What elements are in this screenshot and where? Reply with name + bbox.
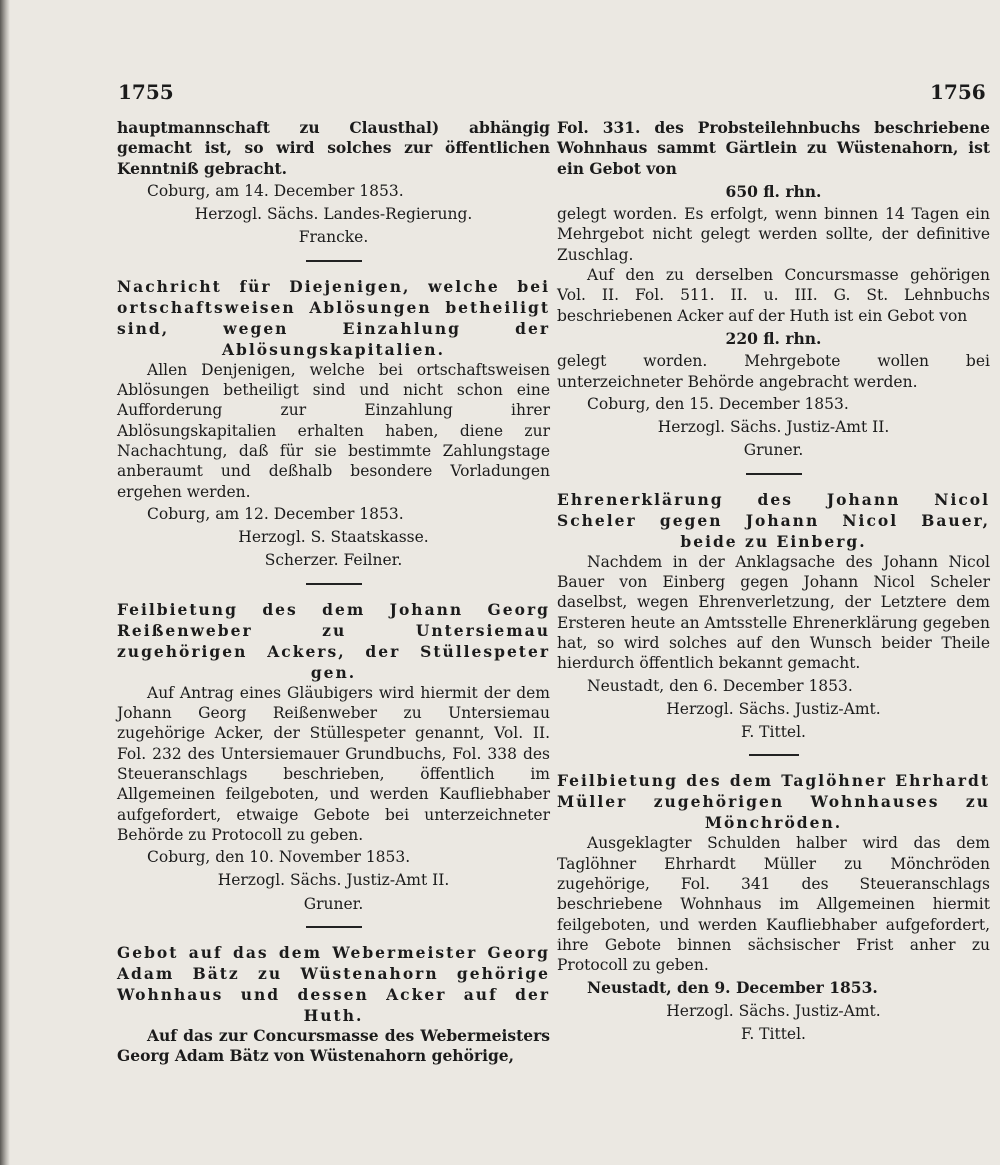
right-column [557, 118, 990, 1044]
notice-continuation-text: hauptmannschaft zu Clausthal) abhängig gemacht ist, so wird solches zur öffentlichen Kenntniß gebracht. [117, 118, 550, 178]
notice-date: Neustadt, den 6. December 1853. [587, 676, 853, 695]
notice-date: Coburg, den 10. November 1853. [147, 848, 411, 867]
notice-title: Gebot auf das dem Webermeister Georg Adam Bätz zu Wüstenahorn gehörige Wohnhaus und dessen Acker auf der Huth. [117, 943, 550, 1026]
notice-authority: Herzogl. Sächs. Justiz-Amt. [666, 699, 881, 718]
notice-body: Ausgeklagter Schulden halber wird das dem Taglöhner Ehrhardt Müller zu Mönchröden zugehörige, Fol. 341 des Steueranschlags beschriebene Wohnhaus im Allgemeinen hiermit feilgeboten, und werden Kaufliebhaber aufgefordert, ihre Gebote binnen sächsischer Frist anher zu Protocoll zu geben. [557, 834, 990, 975]
section-divider [306, 926, 362, 928]
notice-signature: F. Tittel. [740, 1025, 806, 1044]
notice-date: Coburg, am 14. December 1853. [147, 181, 404, 200]
page-number-left: 1755 [118, 80, 174, 104]
notice-body: Allen Denjenigen, welche bei ortschaftsweisen Ablösungen betheiligt sind und nicht schon eine Aufforderung zur Einzahlung ihrer Ablösungskapitalien erhalten haben, diene zur Nachachtung, daß für sie bestimmte Zahlungstage anberaumt und deßhalb besondere Vorladungen ergehen werden. [117, 360, 550, 501]
notice-signature: Gruner. [743, 441, 804, 460]
bid-amount: 220 fl. rhn. [725, 328, 822, 348]
notice-authority: Herzogl. Sächs. Justiz-Amt II. [217, 871, 450, 890]
notice-signature: F. Tittel. [740, 723, 806, 742]
notice-authority: Herzogl. S. Staatskasse. [238, 528, 429, 547]
notice-date: Coburg, den 15. December 1853. [587, 394, 849, 413]
page-edge-shadow [0, 0, 10, 1165]
section-divider [749, 754, 799, 756]
section-divider [306, 583, 362, 585]
section-divider [306, 260, 362, 262]
left-column [117, 118, 550, 1067]
notice-body: Auf das zur Concursmasse des Webermeisters Georg Adam Bätz von Wüstenahorn gehörige, [117, 1026, 550, 1066]
notice-body: Auf Antrag eines Gläubigers wird hiermit der dem Johann Georg Reißenweber zu Untersiemau zugehörige Acker, der Stüllespeter genannt, Vol. II. Fol. 232 des Untersiemauer Grundbuchs, Fol. 338 des Steueranschlags beschrieben, öffentlich im Allgemeinen feilgeboten, und werden Kaufliebhaber aufgefordert, etwaige Gebote bei unterzeichneter Behörde zu Protocoll zu geben. [117, 683, 550, 844]
notice-authority: Herzogl. Sächs. Justiz-Amt II. [657, 418, 890, 437]
notice-authority: Herzogl. Sächs. Landes-Regierung. [194, 205, 473, 224]
notice-signature: Francke. [298, 228, 369, 247]
notice-body: Auf den zu derselben Concursmasse gehörigen Vol. II. Fol. 511. II. u. III. G. St. Lehnbuchs beschriebenen Acker auf der Huth ist ein Gebot von [557, 266, 990, 325]
bid-amount: 650 fl. rhn. [725, 181, 822, 201]
notice-body: gelegt worden. Es erfolgt, wenn binnen 14 Tagen ein Mehrgebot nicht gelegt werden sollte, der definitive Zuschlag. [557, 205, 990, 264]
notice-body: gelegt worden. Mehrgebote wollen bei unterzeichneter Behörde angebracht werden. [557, 352, 990, 391]
notice-body: Nachdem in der Anklagsache des Johann Nicol Bauer von Einberg gegen Johann Nicol Scheler daselbst, wegen Ehrenverletzung, der Letztere dem Ersteren heute an Amtsstelle Ehrenerklärung gegeben hat, so wird solches auf den Wunsch beider Theile hierdurch öffentlich bekannt gemacht. [557, 552, 990, 673]
section-divider [746, 473, 802, 475]
notice-title: Ehrenerklärung des Johann Nicol Scheler gegen Johann Nicol Bauer, beide zu Einberg. [557, 489, 990, 551]
page-number-right: 1756 [930, 80, 986, 104]
notice-signature: Gruner. [303, 894, 364, 913]
notice-title: Feilbietung des dem Taglöhner Ehrhardt Müller zugehörigen Wohnhauses zu Mönchröden. [557, 771, 990, 833]
notice-title: Feilbietung des dem Johann Georg Reißenweber zu Untersiemau zugehörigen Ackers, der Stüllespeter gen. [117, 599, 550, 682]
notice-authority: Herzogl. Sächs. Justiz-Amt. [666, 1001, 881, 1020]
notice-date: Neustadt, den 9. December 1853. [587, 977, 878, 997]
notice-title: Nachricht für Diejenigen, welche bei ortschaftsweisen Ablösungen betheiligt sind, wegen Einzahlung der Ablösungskapitalien. [117, 276, 550, 359]
notice-signature: Scherzer. Feilner. [264, 551, 403, 570]
notice-body: Fol. 331. des Probsteilehnbuchs beschriebene Wohnhaus sammt Gärtlein zu Wüstenahorn, ist ein Gebot von [557, 118, 990, 178]
notice-date: Coburg, am 12. December 1853. [147, 504, 404, 523]
